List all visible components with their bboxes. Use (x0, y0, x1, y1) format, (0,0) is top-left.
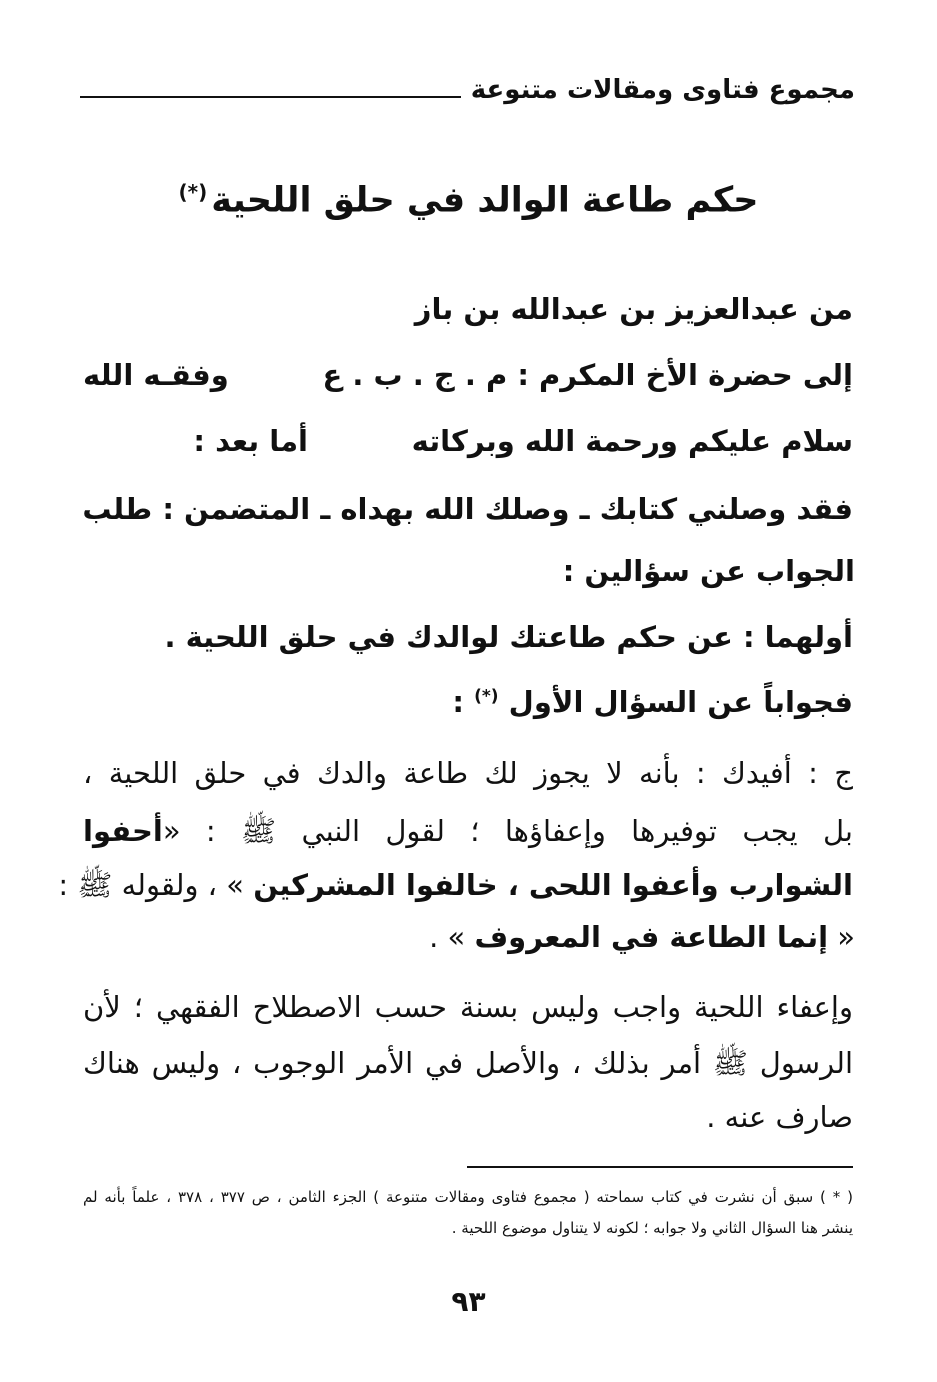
answer-footnote-marker: (*) (474, 686, 499, 707)
answer-heading-text: فجواباً عن السؤال الأول (508, 685, 853, 719)
hadith-2: إنما الطاعة في المعروف (474, 920, 829, 954)
answer-line-3 (58, 868, 853, 910)
paragraph-2-line-1: وإعفاء اللحية واجب وليس بسنة حسب الاصطلاح الفقهي ؛ لأن (83, 990, 853, 1024)
hadith-1-start: أحفوا (83, 814, 163, 848)
answer-heading-colon: : (452, 685, 464, 719)
running-header (80, 68, 855, 112)
answer-line-2-text: بل يجب توفيرها وإعفاؤها ؛ لقول النبي ﷺ : « (162, 814, 853, 848)
header-rule (80, 96, 461, 98)
blessing-text: وفقـه الله (83, 358, 229, 392)
title-footnote-marker: (*) (178, 180, 208, 204)
answer-line-4 (429, 920, 855, 954)
addressee-line (83, 358, 853, 392)
addressee-text: إلى حضرة الأخ المكرم : م . ج . ب . ع (322, 358, 853, 392)
quote-open: « (837, 920, 855, 954)
article-title (0, 180, 937, 221)
from-line: من عبدالعزيز بن عبدالله بن باز (414, 292, 853, 326)
answer-heading (452, 685, 853, 719)
after-greeting-text: أما بعد : (193, 424, 308, 458)
paragraph-1-line-2: الجواب عن سؤالين : (562, 554, 855, 588)
question-1: أولهما : عن حكم طاعتك لوالدك في حلق اللحية . (164, 620, 853, 654)
quote-close: » . (429, 920, 466, 954)
page-number: ٩٣ (451, 1285, 486, 1318)
paragraph-1-line-1: فقد وصلني كتابك ـ وصلك الله بهداه ـ المتضمن : طلب (82, 492, 853, 526)
hadith-1-end: الشوارب وأعفوا اللحى ، خالفوا المشركين (253, 868, 853, 902)
greeting-line (83, 424, 853, 458)
paragraph-2-line-2: الرسول ﷺ أمر بذلك ، والأصل في الأمر الوجوب ، وليس هناك (83, 1046, 853, 1080)
article-title-text: حكم طاعة الوالد في حلق اللحية (211, 180, 759, 221)
footnote-line-1: ( * ) سبق أن نشرت في كتاب سماحته ( مجموع فتاوى ومقالات متنوعة ) الجزء الثامن ، ص ٣٧٧ ، ٣٧٨ ، علماً بأنه لم (83, 1188, 853, 1206)
running-head-title: مجموع فتاوى ومقالات متنوعة (470, 75, 855, 105)
footnote-line-2: ينشر هنا السؤال الثاني ولا جوابه ؛ لكونه لا يتناول موضوع اللحية . (451, 1219, 853, 1237)
paragraph-2-line-3: صارف عنه . (706, 1100, 853, 1134)
answer-line-1: ج : أفيدك : بأنه لا يجوز لك طاعة والدك في حلق اللحية ، (83, 756, 853, 790)
footnote-rule (467, 1166, 853, 1168)
greeting-text: سلام عليكم ورحمة الله وبركاته (411, 424, 853, 458)
answer-line-3-text: » ، ولقوله ﷺ : (58, 868, 244, 902)
answer-line-2 (83, 814, 853, 856)
